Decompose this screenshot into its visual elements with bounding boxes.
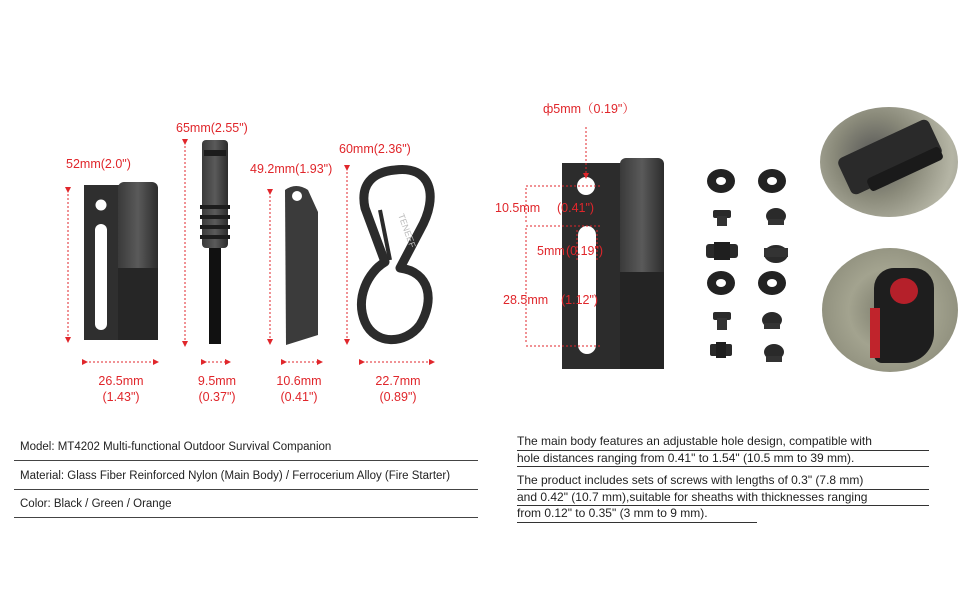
description-adjustable-hole bbox=[517, 434, 929, 467]
desc-p1-line2: hole distances ranging from 0.41" to 1.54" (10.5 mm to 39 mm). bbox=[517, 451, 929, 468]
carabiner-illustration bbox=[362, 169, 431, 339]
desc-p2-line3: from 0.12" to 0.35" (3 mm to 9 mm). bbox=[517, 506, 757, 523]
firestarter-width-in: (0.37") bbox=[198, 390, 236, 404]
clip-height-label: 52mm(2.0") bbox=[66, 157, 131, 171]
striker-illustration bbox=[285, 186, 318, 345]
firestarter-height-label: 65mm(2.55") bbox=[176, 121, 248, 135]
spec-model: Model: MT4202 Multi-functional Outdoor Survival Companion bbox=[14, 441, 478, 461]
sheath-closeup-photo bbox=[820, 107, 958, 217]
spec-color: Color: Black / Green / Orange bbox=[14, 498, 478, 518]
carabiner-width-in: (0.89") bbox=[379, 390, 417, 404]
slot-length-mm: 28.5mm bbox=[503, 293, 549, 307]
striker-width-mm: 10.6mm bbox=[276, 374, 322, 388]
desc-p2-line2: and 0.42" (10.7 mm),suitable for sheaths with thicknesses ranging bbox=[517, 490, 929, 507]
clip-closeup-illustration bbox=[562, 158, 664, 369]
striker-height-label: 49.2mm(1.93") bbox=[250, 162, 333, 176]
slot-width-in: (0.19") bbox=[566, 244, 604, 258]
carabiner-brand: TENEEF bbox=[396, 212, 418, 250]
gap-top-in: (0.41") bbox=[557, 201, 595, 215]
screw-set-illustration bbox=[706, 169, 788, 362]
gap-top-mm: 10.5mm bbox=[495, 201, 541, 215]
description-screws bbox=[517, 473, 929, 523]
firestarter-width-mm: 9.5mm bbox=[197, 374, 237, 388]
striker-width-in: (0.41") bbox=[280, 390, 318, 404]
desc-p2-line1: The product includes sets of screws with lengths of 0.3" (7.8 mm) bbox=[517, 473, 929, 490]
clip-body-illustration bbox=[84, 182, 158, 340]
belt-mounted-photo bbox=[822, 248, 958, 372]
hole-diameter-label: ф5mm（0.19"） bbox=[543, 102, 635, 116]
slot-length-in: (1.12") bbox=[561, 293, 599, 307]
spec-material: Material: Glass Fiber Reinforced Nylon (Main Body) / Ferrocerium Alloy (Fire Starter) bbox=[14, 470, 478, 490]
clip-width-in: (1.43") bbox=[102, 390, 140, 404]
fire-starter-illustration bbox=[200, 140, 230, 344]
desc-p1-line1: The main body features an adjustable hole design, compatible with bbox=[517, 434, 929, 451]
carabiner-width-mm: 22.7mm bbox=[375, 374, 421, 388]
slot-width-mm: 5mm bbox=[537, 244, 565, 258]
clip-width-mm: 26.5mm bbox=[98, 374, 144, 388]
carabiner-height-label: 60mm(2.36") bbox=[339, 142, 411, 156]
